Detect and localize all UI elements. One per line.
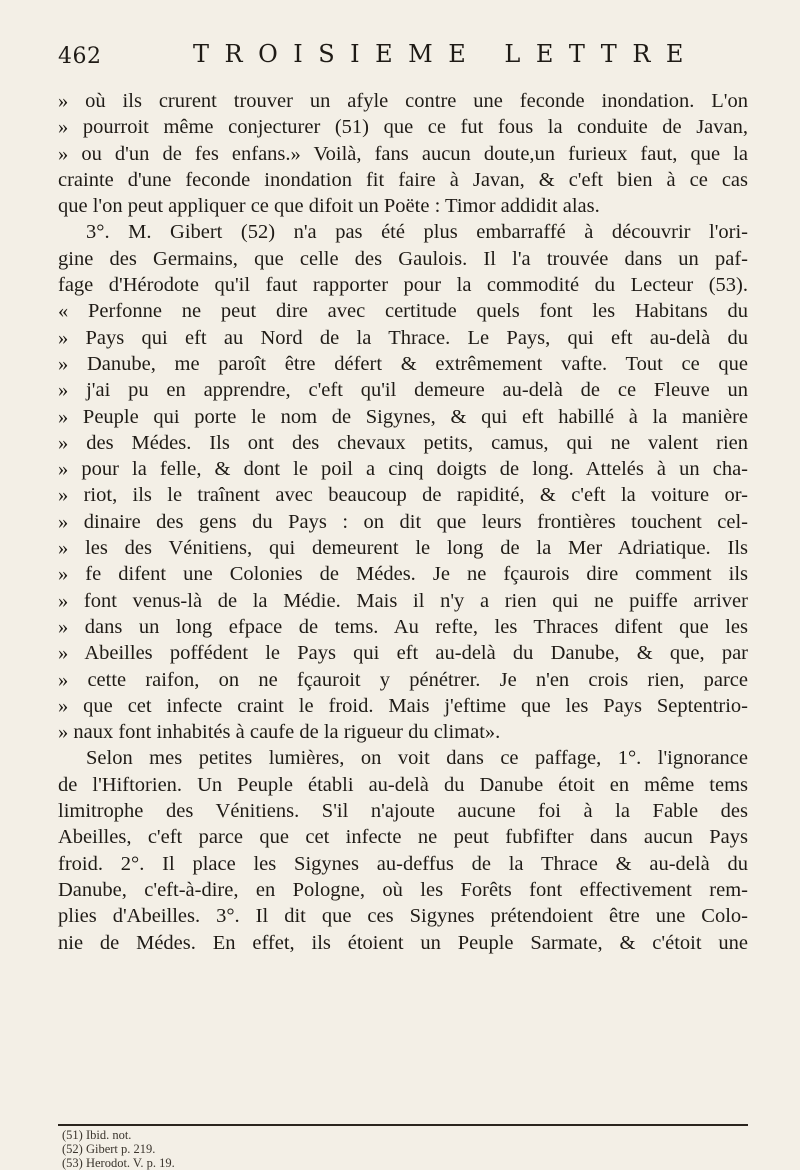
text-line: » dinaire des gens du Pays : on dit que leurs frontières touchent cel- — [58, 510, 748, 533]
text-line: Danube, c'eft-à-dire, en Pologne, où les Forêts font effectivement rem- — [58, 878, 748, 901]
text-line: plies d'Abeilles. 3°. Il dit que ces Sigynes prétendoient être une Colo- — [58, 905, 748, 928]
text-line: » ou d'un de fes enfans.» Voilà, fans aucun doute,un furieux faut, que la — [58, 142, 748, 165]
footnotes — [62, 1128, 462, 1170]
text-line: » j'ai pu en apprendre, c'eft qu'il demeure au-delà de ce Fleuve un — [58, 379, 748, 402]
text-line: » fe difent une Colonies de Médes. Je ne fçaurois dire comment ils — [58, 563, 748, 586]
text-line: » pourroit même conjecturer (51) que ce fut fous la conduite de Javan, — [58, 116, 748, 139]
text-line: froid. 2°. Il place les Sigynes au-deffus de la Thrace & au-delà du — [58, 852, 748, 875]
text-line: » riot, ils le traînent avec beaucoup de rapidité, & c'eft la voiture or- — [58, 484, 748, 507]
text-line: » où ils crurent trouver un afyle contre une feconde inondation. L'on — [58, 90, 748, 112]
text-line: de l'Hiftorien. Un Peuple établi au-delà du Danube étoit en même tems — [58, 773, 748, 796]
text-line: » font venus-là de la Médie. Mais il n'y a rien qui ne puiffe arriver — [58, 589, 748, 612]
text-line: Abeilles, c'eft parce que cet infecte ne peut fubfifter dans aucun Pays — [58, 826, 748, 849]
text-line: » Peuple qui porte le nom de Sigynes, & qui eft habillé à la manière — [58, 405, 748, 428]
running-title: TROISIEME LETTRE — [193, 40, 699, 68]
footnote-rule — [58, 1124, 748, 1126]
text-line: gine des Germains, que celle des Gaulois. Il l'a trouvée dans un paf- — [58, 247, 748, 270]
text-line: » pour la felle, & dont le poil a cinq doigts de long. Attelés à un cha- — [58, 458, 748, 481]
page-number: 462 — [58, 44, 102, 69]
page-header — [58, 40, 748, 80]
text-line: » Abeilles poffédent le Pays qui eft au-delà du Danube, & que, par — [58, 642, 748, 665]
text-line: » cette raifon, on ne fçauroit y pénétrer. Je n'en crois rien, parce — [58, 668, 748, 691]
text-line: crainte d'une feconde inondation fit faire à Javan, & c'eft bien à ce cas — [58, 168, 748, 191]
text-line: » naux font inhabités à caufe de la rigueur du climat». — [58, 721, 501, 744]
text-line: » des Médes. Ils ont des chevaux petits, camus, qui ne valent rien — [58, 431, 748, 454]
footnote: (51) Ibid. not. — [62, 1128, 132, 1142]
text-line: 3°. M. Gibert (52) n'a pas été plus embarraffé à découvrir l'ori- — [86, 221, 748, 244]
body-text — [58, 88, 748, 956]
text-line: » Danube, me paroît être défert & extrêmement vafte. Tout ce que — [58, 352, 748, 375]
text-line: fage d'Hérodote qu'il faut rapporter pour la commodité du Lecteur (53). — [58, 274, 748, 297]
text-line: limitrophe des Vénitiens. S'il n'ajoute aucune foi à la Fable des — [58, 800, 748, 823]
text-line: « Perfonne ne peut dire avec certitude quels font les Habitans du — [58, 300, 748, 323]
text-line: » dans un long efpace de tems. Au refte, les Thraces difent que les — [58, 615, 748, 638]
text-line: » que cet infecte craint le froid. Mais j'eftime que les Pays Septentrio- — [58, 694, 748, 717]
text-line: que l'on peut appliquer ce que difoit un Poëte : Timor addidit alas. — [58, 195, 600, 218]
text-line: » Pays qui eft au Nord de la Thrace. Le Pays, qui eft au-delà du — [58, 326, 748, 349]
text-line: » les des Vénitiens, qui demeurent le long de la Mer Adriatique. Ils — [58, 537, 748, 560]
footnote: (53) Herodot. V. p. 19. — [62, 1156, 175, 1170]
text-line: nie de Médes. En effet, ils étoient un Peuple Sarmate, & c'étoit une — [58, 931, 748, 954]
footnote: (52) Gibert p. 219. — [62, 1142, 156, 1156]
text-line: Selon mes petites lumières, on voit dans ce paffage, 1°. l'ignorance — [86, 747, 748, 770]
